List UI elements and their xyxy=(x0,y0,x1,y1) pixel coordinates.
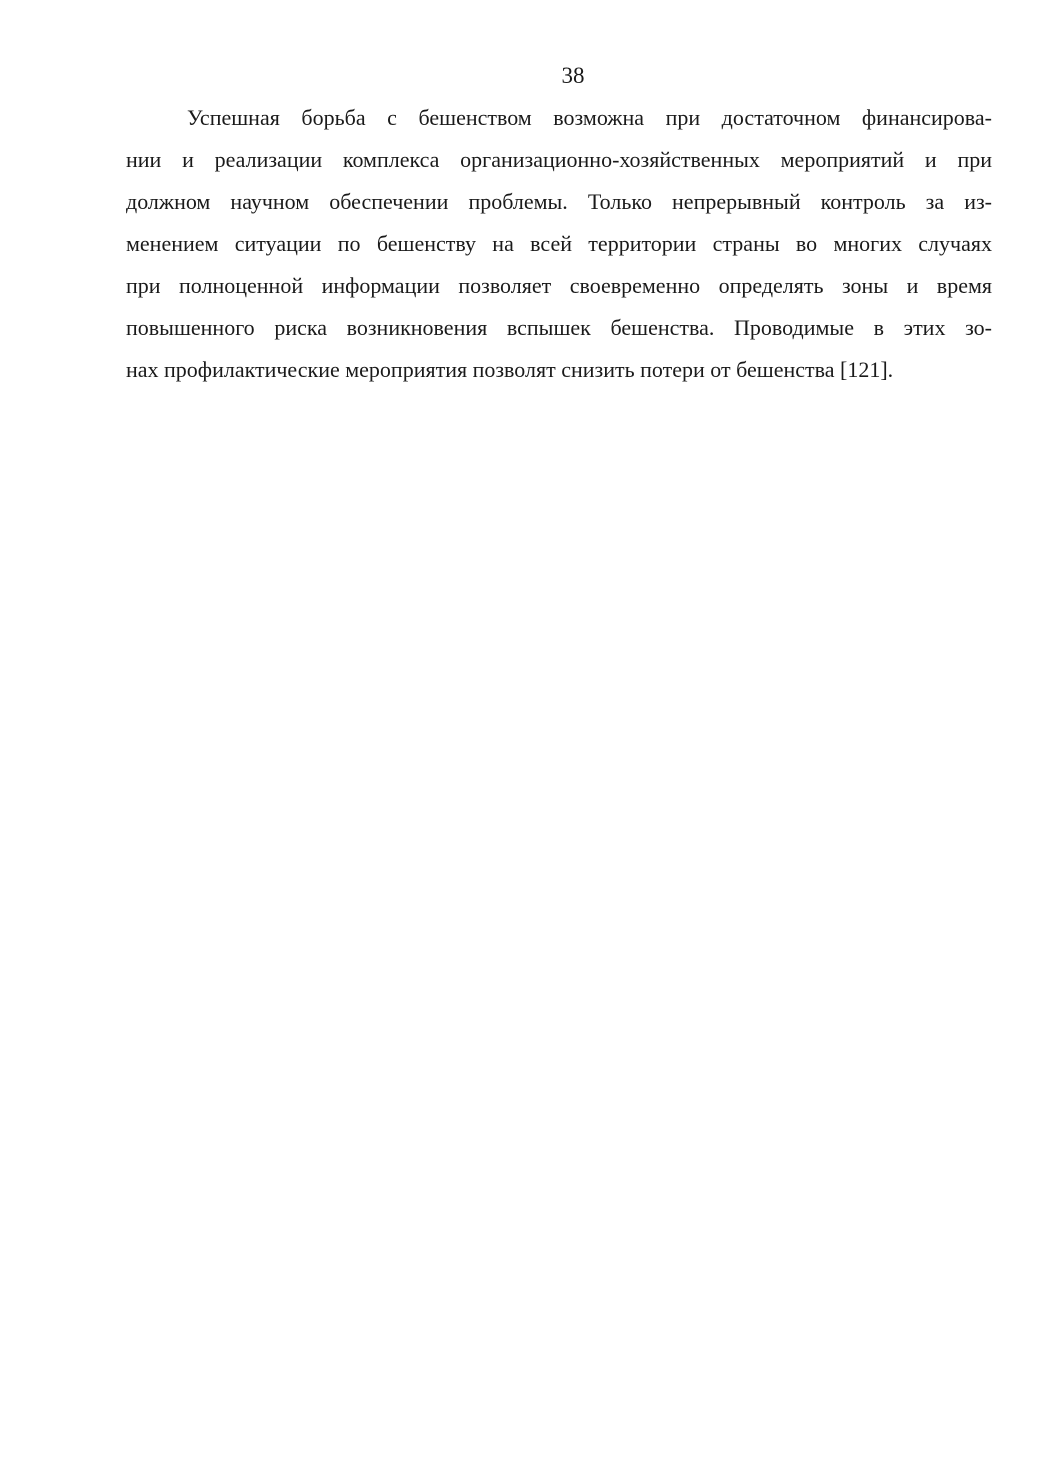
paragraph-line: при полноценной информации позволяет своевременно определять зоны и время xyxy=(126,273,992,298)
paragraph-line: повышенного риска возникновения вспышек бешенства. Проводимые в этих зо- xyxy=(126,315,992,340)
paragraph-line: нах профилактические мероприятия позволят снизить потери от бешенства [121]. xyxy=(126,357,894,382)
paragraph-line: должном научном обеспечении проблемы. Только непрерывный контроль за из- xyxy=(126,189,992,214)
page-number: 38 xyxy=(561,63,585,88)
paragraph-line: менением ситуации по бешенству на всей территории страны во многих случаях xyxy=(126,231,992,256)
paragraph-line: Успешная борьба с бешенством возможна при достаточном финансирова- xyxy=(187,105,992,130)
body-paragraph xyxy=(126,97,992,391)
paragraph-line: нии и реализации комплекса организационно-хозяйственных мероприятий и при xyxy=(126,147,992,172)
